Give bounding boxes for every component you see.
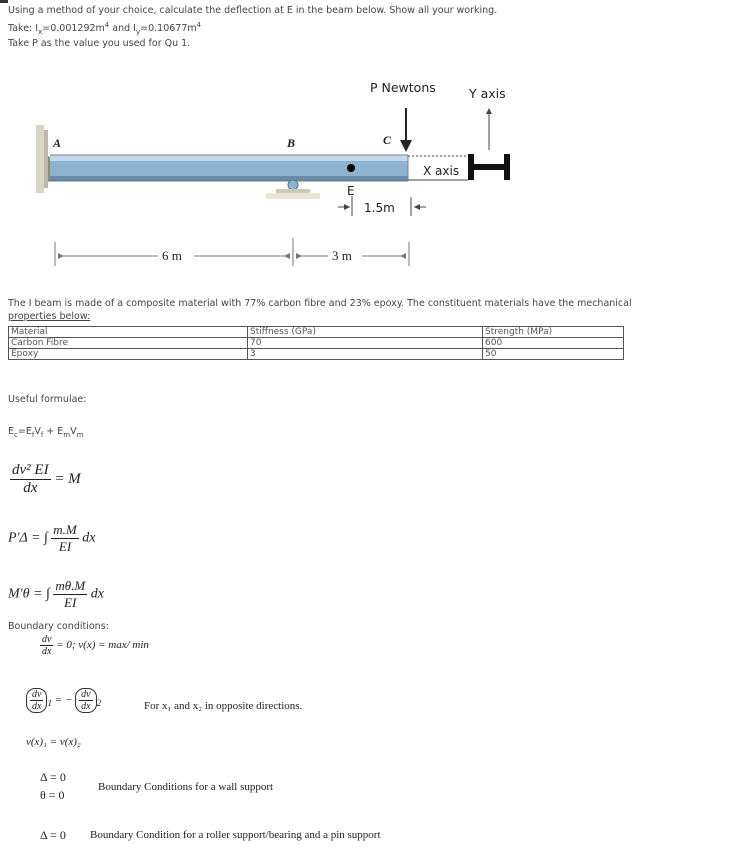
x-axis-label: X axis (423, 164, 460, 178)
dimension-e-label: 1.5m (364, 201, 395, 215)
table-cell: 50 (483, 349, 624, 360)
table-header-cell: Material (9, 327, 248, 338)
rule-of-mixtures-formula: $E_c=E_fV_f + E_mV_m$ (8, 426, 84, 439)
y-axis-arrow-icon (486, 108, 492, 150)
beam-diagram (0, 70, 739, 270)
boundary-conditions-label: Boundary conditions: (8, 621, 109, 632)
table-cell: Epoxy (9, 349, 248, 360)
table-header-cell: Strength (MPa) (483, 327, 624, 338)
virtual-work-deflection-equation: P'Δ = ∫ $\frac{m.M}{EI}$ dx (8, 522, 96, 554)
roller-delta-condition: Δ = 0 (40, 828, 66, 842)
boundary-condition-slope: $\frac{dv}{dx}$ = 0; v(x) = max/ min (42, 634, 149, 657)
deflection-continuity: v(x)₁ = v(x)₂ (26, 736, 81, 748)
point-b-label: B (287, 136, 296, 150)
roller-support (266, 180, 320, 199)
useful-formulae-label: Useful formulae: (8, 394, 87, 405)
i-beam-section-icon (468, 154, 510, 180)
table-cell: 600 (483, 338, 624, 349)
load-arrow-icon (400, 108, 412, 152)
point-e-marker (347, 164, 355, 172)
wall-support-note: Boundary Conditions for a wall support (98, 781, 274, 793)
roller-support-note: Boundary Condition for a roller support/bearing and a pin support (90, 829, 381, 841)
material-description-cont: properties below: (8, 311, 91, 322)
load-instruction-text: Take P as the value you used for Qu 1. (8, 38, 191, 49)
bending-equation: $\frac{\text{dv² EI}}{dx}$ = M (12, 462, 81, 496)
wall-theta-condition: θ = 0 (40, 788, 65, 802)
wall-delta-condition: Δ = 0 (40, 770, 66, 784)
virtual-work-rotation-equation: M'θ = ∫ $\frac{m\theta.M}{EI}$ dx (8, 578, 104, 610)
table-cell: 3 (248, 349, 483, 360)
question-text: Using a method of your choice, calculate the deflection at E in the beam below. Show all your working. (8, 5, 498, 16)
boundary-condition-continuity: $\frac{dv}{dx}$ $_1$ = − $\frac{dv}{dx}$ $_2$ (26, 688, 101, 713)
material-properties-table (8, 326, 624, 360)
table-cell: 70 (248, 338, 483, 349)
opposite-directions-note: For x₁ and x₂ in opposite directions. (144, 700, 303, 712)
span-dimensions (55, 238, 409, 266)
table-cell: Carbon Fibre (9, 338, 248, 349)
table-row (9, 349, 624, 360)
top-edge-mark (0, 0, 8, 3)
point-a-label: A (53, 136, 62, 150)
dimension-ab-label: 6 m (162, 248, 182, 263)
table-row (9, 338, 624, 349)
load-label: P Newtons (370, 80, 436, 95)
moment-of-inertia-text: Take: $I_x=0.001292m^4$ and $I_y=0.10677m^4$ (8, 21, 202, 37)
table-header-cell: Stiffness (GPa) (248, 327, 483, 338)
table-header-row (9, 327, 624, 338)
dimension-bc-label: 3 m (332, 248, 352, 263)
y-axis-label: Y axis (469, 86, 506, 101)
material-description: The I beam is made of a composite material with 77% carbon fibre and 23% epoxy. The constituent materials have the mechanical (8, 298, 632, 309)
point-c-label: C (383, 133, 392, 147)
point-e-label: E (347, 184, 355, 198)
